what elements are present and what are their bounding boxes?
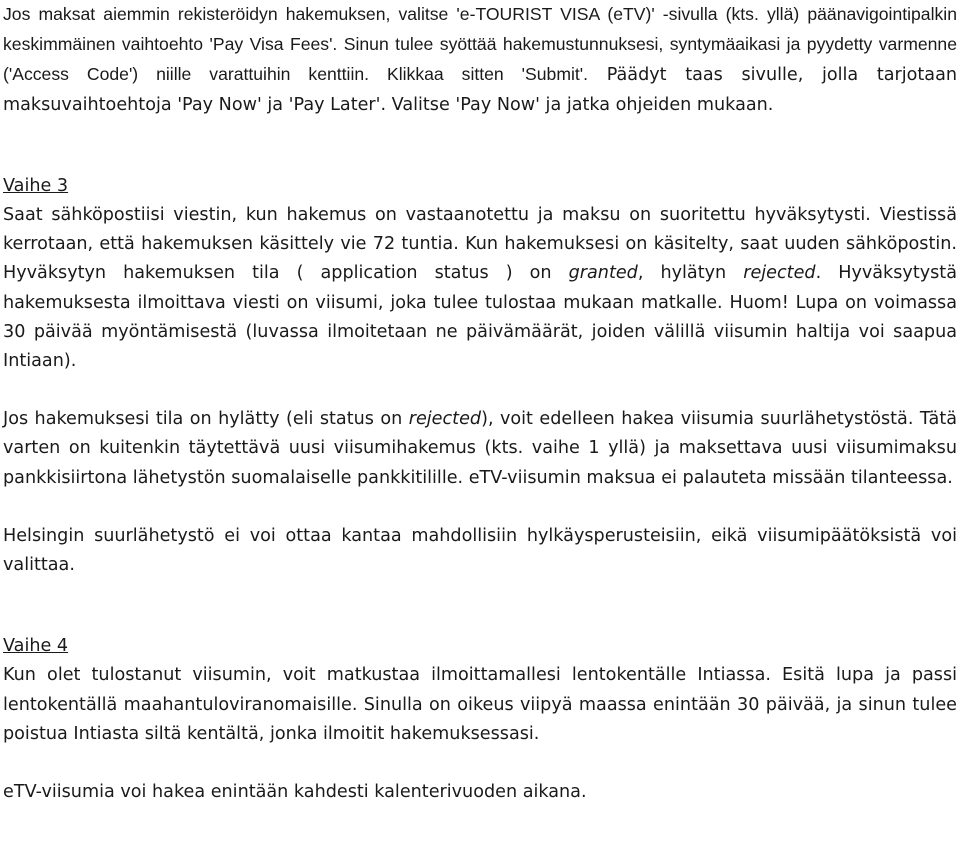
- step3-p1-text-b: , hylätyn: [637, 263, 744, 284]
- spacer: [3, 120, 957, 172]
- spacer: [3, 749, 957, 778]
- step3-p1-text-a: Saat sähköpostiisi viestin, kun hakemus on vastaanotettu ja maksu on suoritettu hyväksytysti. Viestissä kerrotaan, että hakemuksen käsittely vie 72 tuntia. Kun hakemuksesi on käsitelty, saat uuden sähköpostin. Hyväksytyn hakemuksen tila ( application status ) on: [3, 205, 957, 284]
- status-rejected: rejected: [743, 263, 816, 284]
- status-rejected-2: rejected: [408, 409, 482, 430]
- step3-paragraph-2: [3, 405, 957, 493]
- intro-paragraph-arial-part: Jos maksat aiemmin rekisteröidyn hakemuksen, valitse 'e-TOURIST VISA (eTV)' -sivulla (kts. yllä) päänavigointipalkin keskimmäinen vaihtoehto 'Pay Visa Fees'. Sinun tulee syöttää hakemustunnuksesi, syntymäaikasi ja pyydetty varmenne ('Access Code') niille varattuihin kenttiin. Klikkaa sitten 'Submit'.: [3, 4, 957, 85]
- step4-paragraph-2: eTV-viisumia voi hakea enintään kahdesti kalenterivuoden aikana.: [3, 782, 587, 803]
- step3-paragraph-1: [3, 201, 957, 376]
- step3-p1-text-c: . Hyväksytystä hakemuksesta ilmoittava viesti on viisumi, joka tulee tulostaa mukaan matkalle. Huom! Lupa on voimassa 30 päivää myöntämisestä (luvassa ilmoitetaan ne päivämäärät, joiden välillä viisumin haltija voi saapua Intiaan).: [3, 263, 957, 372]
- status-granted: granted: [568, 263, 638, 284]
- intro-paragraph-rest-part: Päädyt taas sivulle, jolla tarjotaan maksuvaihtoehtoja 'Pay Now' ja 'Pay Later'. Valitse 'Pay Now' ja jatka ohjeiden mukaan.: [3, 65, 958, 115]
- step4-paragraph-1: Kun olet tulostanut viisumin, voit matkustaa ilmoittamallesi lentokentälle Intiassa. Esitä lupa ja passi lentokentällä maahantuloviranomaisille. Sinulla on oikeus viipyä maassa enintään 30 päivää, ja sinun tulee poistua Intiasta siltä kentältä, jonka ilmoitit hakemuksessasi.: [3, 665, 957, 744]
- step3-p2-text-b: ), voit edelleen hakea viisumia suurlähetystöstä. Tätä varten on kuitenkin täytettävä uusi viisumihakemus (kts. vaihe 1 yllä) ja maksettava uusi viisumimaksu pankkisiirtona lähetystön suomalaiselle pankkitilille. eTV-viisumin maksua ei palauteta missään tilanteessa.: [3, 409, 958, 488]
- intro-paragraph: [3, 0, 957, 120]
- spacer: [3, 493, 957, 522]
- spacer: [3, 580, 957, 632]
- document-body: [3, 0, 957, 807]
- spacer: [3, 376, 957, 405]
- step3-heading: Vaihe 3: [3, 175, 69, 196]
- step4-heading: Vaihe 4: [3, 636, 69, 657]
- step3-paragraph-3: Helsingin suurlähetystö ei voi ottaa kantaa mahdollisiin hylkäysperusteisiin, eikä viisumipäätöksistä voi valittaa.: [3, 525, 957, 576]
- step3-p2-text-a: Jos hakemuksesi tila on hylätty (eli status on: [3, 409, 409, 430]
